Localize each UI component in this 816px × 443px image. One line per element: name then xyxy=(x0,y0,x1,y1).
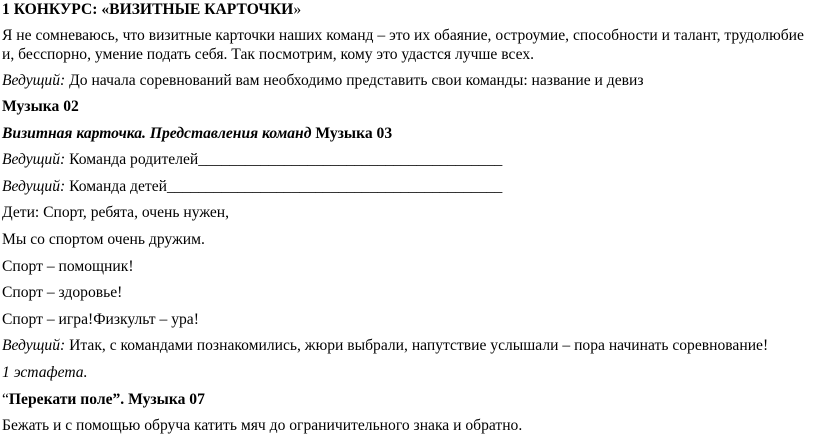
heading-close-quote: » xyxy=(293,1,302,18)
game-title xyxy=(2,390,205,410)
kids-team-line: Команда детей___________________________________________ xyxy=(65,178,503,195)
heading-text: 1 КОНКУРС: «ВИЗИТНЫЕ КАРТОЧКИ xyxy=(2,1,294,18)
parents-team-line: Команда родителей_______________________________________ xyxy=(65,151,503,168)
host-remark-1 xyxy=(2,71,644,91)
music-cue-2: Музыка 03 xyxy=(311,125,393,142)
host-label: Ведущий: xyxy=(2,337,66,354)
game-name-music: Перекати поле”. Музыка 07 xyxy=(8,391,205,408)
host-label: Ведущий: xyxy=(2,151,66,168)
host-remark-text: Итак, с командами познакомились, жюри выбрали, напутствие услышали – пора начинать соревнование! xyxy=(65,337,769,354)
host-remark-text: До начала соревнований вам необходимо представить свои команды: название и девиз xyxy=(65,72,644,89)
contest-heading xyxy=(2,0,301,20)
business-card-line xyxy=(2,124,392,144)
host-label: Ведущий: xyxy=(2,72,66,89)
host-label: Ведущий: xyxy=(2,178,66,195)
host-remark-2 xyxy=(2,150,502,170)
poem-line: Спорт – помощник! xyxy=(2,258,134,275)
business-card-title: Визитная карточка. Представления команд xyxy=(2,125,312,142)
poem-line: Спорт – игра!Физкульт – ура! xyxy=(2,311,199,328)
music-cue-1: Музыка 02 xyxy=(2,98,79,115)
host-remark-4 xyxy=(2,336,768,356)
poem-line: Мы со спортом очень дружим. xyxy=(2,231,205,248)
relay-title: 1 эстафета. xyxy=(2,364,88,381)
intro-line-2: и, бесспорно, умение подать себя. Так посмотрим, кому это удастся лучше всех. xyxy=(2,46,535,63)
host-remark-3 xyxy=(2,177,502,197)
poem-line: Дети: Спорт, ребята, очень нужен, xyxy=(2,204,230,221)
game-open-quote: “ xyxy=(2,391,9,408)
intro-line-1: Я не сомневаюсь, что визитные карточки наших команд – это их обаяние, остроумие, способности и талант, трудолюбие xyxy=(2,27,804,44)
poem-line: Спорт – здоровье! xyxy=(2,284,123,301)
game-instruction: Бежать и с помощью обруча катить мяч до ограничительного знака и обратно. xyxy=(2,417,523,434)
